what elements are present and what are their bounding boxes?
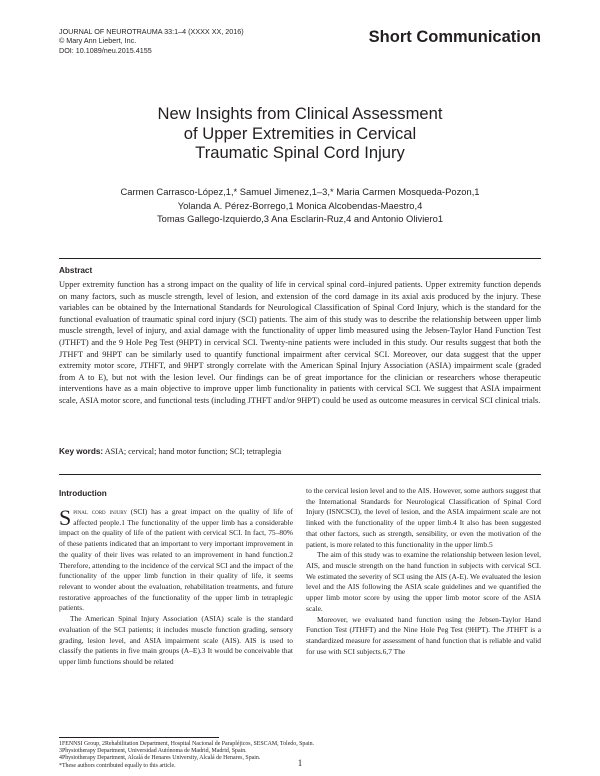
- journal-info: [59, 27, 244, 55]
- abstract-text: Upper extremity function has a strong impact on the quality of life in cervical spinal cord–injured patients. Upper extremity function depends on many factors, such as muscle strength, level of lesion, and extension of the cord damage in its axial axis produced by the injury. These variables can be obtained by the International Standards for Neurological Classification of Spinal Cord Injury, which is the standard for the functional evaluation of traumatic spinal cord injury (SCI) patients. The aim of this study was to describe the relationship between upper limb muscle strength, level of injury, and axial damage with the functionality of upper limb measured using the Jebsen-Taylor Hand Function Test (JTHFT) and the 9 Hole Peg Test (9HPT) in cervical SCI. Twenty-nine patients were included in this study. Our results suggest that both the JTHFT and 9HPT can be similarly used to quantify functional impairment after cervical SCI. Moreover, our data suggest that the upper extremity motor score, JTHFT, and 9HPT strongly correlate with the American Spinal Injury Association (ASIA) impairment scale (graded from A to E), but not with the lesion level. Our findings can be of great importance for the clinician or researchers whose therapeutic interventions have as a main objective to improve upper limb functionality in patients with cervical SCI. We suggest that ASIA impairment scale, ASIA motor score, and functional tests (including JTHFT and/or 9HPT) could be used as outcome measures in cervical SCI clinical trials.: [59, 280, 541, 405]
- intro-paragraph-2: The American Spinal Injury Association (ASIA) scale is the standard evaluation of the SCI patients; it includes muscle function grading, sensory grading, lesion level, and ASIA impairment scale (AIS). AIS is used to classify the patients in five main groups (A–E).3 It would be conceivable that upper limb functions should be related: [59, 614, 293, 667]
- footnote-affiliation-3: 4Physiotherapy Department, Alcalá de Henares University, Alcalá de Henares, Spain.: [59, 755, 261, 762]
- column-right: [306, 486, 541, 658]
- footnote-affiliation-1: 1FENNSI Group, 2Rehabilitation Department, Hospital Nacional de Parapléjicos, SESCAM, Toledo, Spain.: [59, 741, 315, 747]
- divider-keywords: [59, 474, 541, 475]
- divider-top: [59, 258, 541, 259]
- introduction-heading: Introduction: [59, 489, 107, 498]
- column-left: [59, 507, 293, 668]
- abstract-heading: Abstract: [59, 266, 93, 275]
- copyright-line: © Mary Ann Liebert, Inc.: [59, 36, 137, 46]
- intro-paragraph-1-text: (SCI) has a great impact on the quality of life of affected people.1 The functionality of the upper limb has a considerable impact on the quality of life of the patient with cervical SCI. In fact, 75–80% of these patients indicated that an important to very important improvement in the quality of their lives was related to an improvement in hand function.2 Therefore, attending to the incidence of the cervical SCI and the impact of the functionality of the upper limb function in their quality of life, it seems relevant to wonder about the evaluation, rehabilitation treatments, and future restorative approaches of the functionality of the upper limb in tetraplegic patients.: [59, 507, 293, 613]
- authors-line-1: Carmen Carrasco-López,1,* Samuel Jimenez,1–3,* Maria Carmen Mosqueda-Pozon,1: [120, 186, 480, 197]
- title-line-3: Traumatic Spinal Cord Injury: [195, 143, 405, 162]
- authors-line-2: Yolanda A. Pérez-Borrego,1 Monica Alcobendas-Maestro,4: [177, 199, 423, 211]
- author-list: [60, 185, 540, 226]
- title-line-1: New Insights from Clinical Assessment: [157, 104, 443, 123]
- title-line-2: of Upper Extremities in Cervical: [183, 123, 417, 143]
- footnote-equal-contribution: *These authors contributed equally to this article.: [59, 762, 176, 769]
- drop-cap: S: [59, 505, 72, 530]
- journal-citation: JOURNAL OF NEUROTRAUMA 33:1–4 (XXXX XX, 2016): [59, 27, 244, 36]
- intro-paragraph-3: to the cervical lesion level and to the AIS. However, some authors suggest that the International Standards for Neurological Classification of Spinal Cord Injury (ISNCSCI), the level of lesion, and the ASIA impairment scale are not linked with the functionality of the upper limb.4 It also has been suggested that other factors, such as strength, sensibility, or even the motivation of the patient, is more related to this functionality in the upper limb.5: [306, 486, 541, 549]
- page-number: 1: [297, 758, 303, 768]
- doi-line: DOI: 10.1089/neu.2015.4155: [59, 45, 152, 55]
- section-label: Short Communication: [368, 28, 541, 46]
- keywords-label: Key words:: [59, 447, 104, 456]
- footnote-affiliation-2: 3Physiotherapy Department, Universidad Autónoma de Madrid, Madrid, Spain.: [59, 748, 247, 755]
- intro-paragraph-5: Moreover, we evaluated hand function using the Jebsen-Taylor Hand Function Test (JTHFT) and the Nine Hole Peg Test (9HPT). The JTHFT is a standardized measure for assessment of hand function that is reliable and valid for use with SCI subjects.6,7 The: [306, 614, 541, 656]
- lead-smallcaps: pinal cord injury: [73, 507, 127, 516]
- footnote-divider: [59, 737, 219, 738]
- intro-paragraph-1: [59, 507, 293, 614]
- intro-paragraph-4: The aim of this study was to examine the relationship between lesion level, AIS, and muscle strength on the hand function in subjects with cervical SCI. We estimated the severity of SCI using the AIS (A-E). We evaluated the lesion level and the AIS following the ASIA scale guidelines and we quantified the upper limb motor score by using the upper limb motor score of the ASIA scale.: [306, 550, 541, 613]
- article-title: [60, 104, 540, 163]
- keywords-text: ASIA; cervical; hand motor function; SCI; tetraplegia: [104, 447, 282, 456]
- authors-line-3: Tomas Gallego-Izquierdo,3 Ana Esclarin-Ruz,4 and Antonio Oliviero1: [156, 213, 444, 224]
- keywords: [59, 447, 541, 456]
